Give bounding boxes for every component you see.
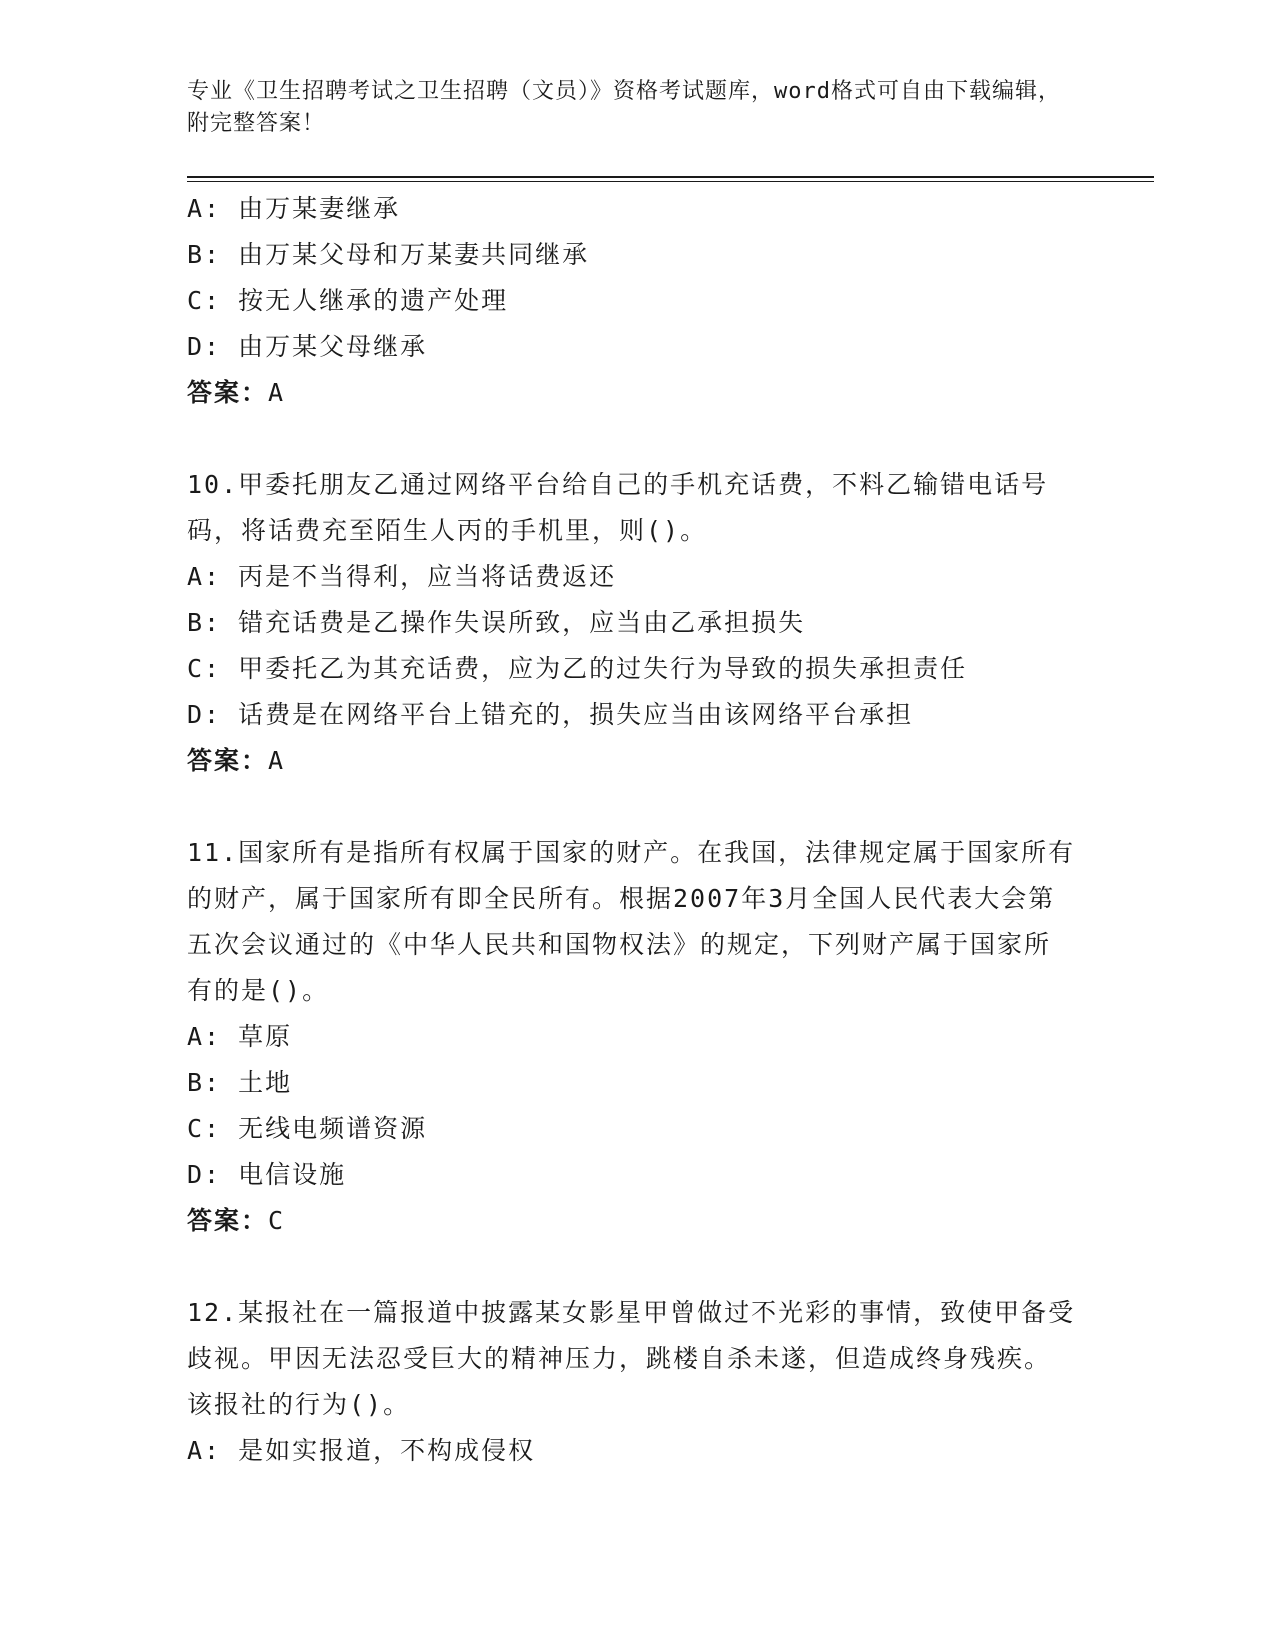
question-block-continued: [187, 186, 1077, 416]
question-stem: 10.甲委托朋友乙通过网络平台给自己的手机充话费，不料乙输错电话号码，将话费充至陌生人丙的手机里，则()。: [187, 470, 1049, 545]
question-stem: 11.国家所有是指所有权属于国家的财产。在我国，法律规定属于国家所有的财产，属于国家所有即全民所有。根据2007年3月全国人民代表大会第五次会议通过的《中华人民共和国物权法》的规定，下列财产属于国家所有的是()。: [187, 838, 1076, 1005]
answer-letter: A: [268, 378, 286, 407]
option-b: B: 错充话费是乙操作失误所致，应当由乙承担损失: [187, 608, 806, 637]
answer-letter: A: [268, 746, 286, 775]
answer-line: 答案：A: [187, 378, 286, 407]
option-a: A: 由万某妻继承: [187, 194, 401, 223]
header-rule-thin: [187, 181, 1154, 182]
answer-line: 答案：A: [187, 746, 286, 775]
option-d: D: 电信设施: [187, 1160, 347, 1189]
header-text: 专业《卫生招聘考试之卫生招聘（文员）》资格考试题库，word格式可自由下载编辑，附完整答案！: [187, 79, 1061, 136]
option-c: C: 按无人继承的遗产处理: [187, 286, 509, 315]
option-a: A: 草原: [187, 1022, 293, 1051]
question-stem: 12.某报社在一篇报道中披露某女影星甲曾做过不光彩的事情，致使甲备受歧视。甲因无法忍受巨大的精神压力，跳楼自杀未遂，但造成终身残疾。该报社的行为()。: [187, 1298, 1076, 1419]
option-a: A: 丙是不当得利，应当将话费返还: [187, 562, 617, 591]
option-a: A: 是如实报道，不构成侵权: [187, 1436, 536, 1465]
question-block-10: [187, 462, 1077, 784]
question-block-12: [187, 1290, 1077, 1474]
page-header: [187, 76, 1067, 140]
option-c: C: 甲委托乙为其充话费，应为乙的过失行为导致的损失承担责任: [187, 654, 968, 683]
question-block-11: [187, 830, 1077, 1244]
option-b: B: 由万某父母和万某妻共同继承: [187, 240, 590, 269]
header-rule-thick: [187, 176, 1154, 178]
option-d: D: 话费是在网络平台上错充的，损失应当由该网络平台承担: [187, 700, 914, 729]
option-c: C: 无线电频谱资源: [187, 1114, 428, 1143]
answer-letter: C: [268, 1206, 286, 1235]
option-b: B: 土地: [187, 1068, 293, 1097]
question-content: [187, 186, 1077, 1474]
option-d: D: 由万某父母继承: [187, 332, 428, 361]
answer-line: 答案：C: [187, 1206, 286, 1235]
